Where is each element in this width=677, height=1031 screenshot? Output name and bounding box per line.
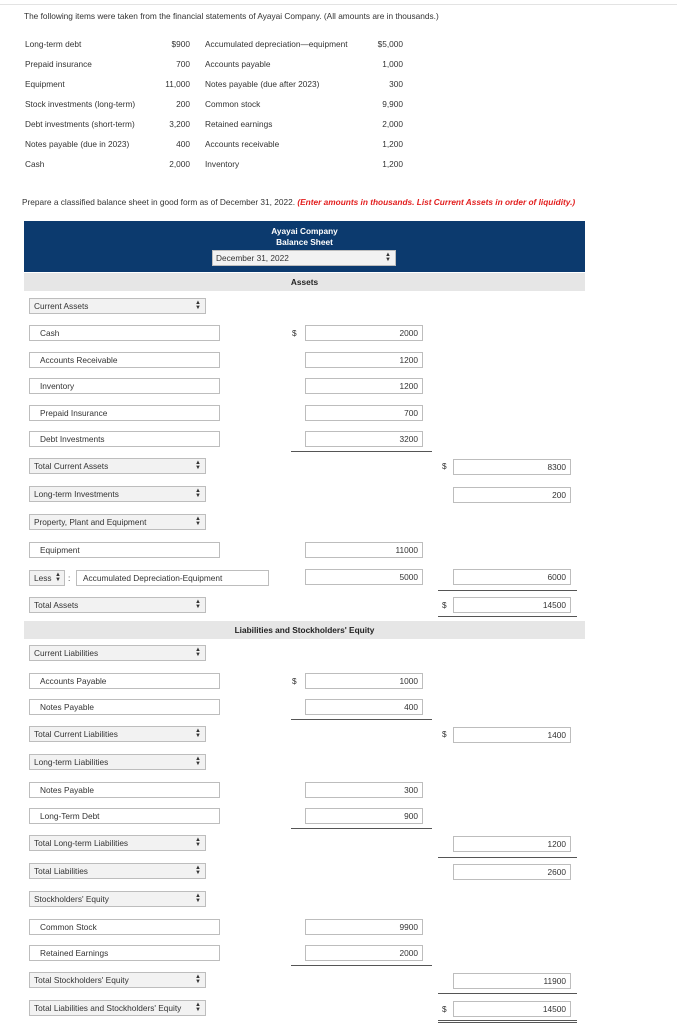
given-label: Common stock [205, 99, 261, 109]
dollar-sign: $ [292, 328, 297, 338]
accum-dep-amount-input[interactable]: 5000 [305, 569, 423, 585]
long-term-investments-input[interactable]: 200 [453, 487, 571, 503]
balance-sheet-header [24, 221, 585, 272]
given-label: Accounts payable [205, 59, 271, 69]
assets-band: Assets [24, 273, 585, 291]
statement-title: Balance Sheet [276, 237, 333, 247]
stockholders-equity-select[interactable] [29, 891, 206, 907]
total-current-liabilities-input[interactable]: 1400 [453, 727, 571, 743]
given-value: 2,000 [382, 119, 403, 129]
double-rule [438, 1022, 577, 1023]
select-arrows-icon: ▲ ▼ [195, 460, 201, 471]
debt-investments-label-input[interactable]: Debt Investments [29, 431, 220, 447]
given-label: Accounts receivable [205, 139, 280, 149]
total-liabilities-select[interactable] [29, 863, 206, 879]
select-arrows-icon: ▲ ▼ [195, 516, 201, 527]
subtotal-rule [291, 719, 432, 720]
retained-earnings-amount-input[interactable]: 2000 [305, 945, 423, 961]
ppe-select[interactable] [29, 514, 206, 530]
prepaid-amount-input[interactable]: 700 [305, 405, 423, 421]
select-value: Less [34, 573, 52, 583]
given-value: 3,200 [169, 119, 190, 129]
given-value: 2,000 [169, 159, 190, 169]
prepaid-label-input[interactable]: Prepaid Insurance [29, 405, 220, 421]
select-arrows-icon: ▲ ▼ [195, 893, 201, 904]
intro-text: The following items were taken from the financial statements of Ayayai Company. (All amounts are in thousands.) [24, 11, 439, 21]
total-lt-liabilities-select[interactable] [29, 835, 206, 851]
select-value: Total Assets [34, 600, 79, 610]
dollar-sign: $ [442, 729, 447, 739]
given-label: Retained earnings [205, 119, 273, 129]
notes-payable-lt-amount-input[interactable]: 300 [305, 782, 423, 798]
given-value: 700 [176, 59, 190, 69]
given-label: Accumulated depreciation—equipment [205, 39, 348, 49]
select-value: Total Current Liabilities [34, 729, 118, 739]
prompt-note: (Enter amounts in thousands. List Current Assets in order of liquidity.) [297, 197, 576, 207]
total-se-input[interactable]: 11900 [453, 973, 571, 989]
select-arrows-icon: ▲ ▼ [195, 488, 201, 499]
total-liab-se-select[interactable] [29, 1000, 206, 1016]
given-label: Prepaid insurance [25, 59, 92, 69]
select-arrows-icon: ▲ ▼ [195, 1002, 201, 1013]
given-value: $900 [171, 39, 190, 49]
given-label: Notes payable (due in 2023) [25, 139, 130, 149]
company-name: Ayayai Company [271, 226, 338, 236]
date-select[interactable] [212, 250, 396, 266]
subtotal-rule [291, 828, 432, 829]
total-liabilities-input[interactable]: 2600 [453, 864, 571, 880]
long-term-debt-label-input[interactable]: Long-Term Debt [29, 808, 220, 824]
prompt-text: Prepare a classified balance sheet in good form as of December 31, 2022. [22, 197, 296, 207]
dollar-sign: $ [442, 461, 447, 471]
cash-amount-input[interactable]: 2000 [305, 325, 423, 341]
subtotal-rule [438, 857, 577, 858]
select-arrows-icon: ▲ ▼ [385, 252, 391, 263]
select-arrows-icon: ▲ ▼ [195, 974, 201, 985]
ar-label-input[interactable]: Accounts Receivable [29, 352, 220, 368]
given-label: Equipment [25, 79, 65, 89]
double-rule [438, 616, 577, 617]
select-value: Stockholders' Equity [34, 894, 109, 904]
instructions [22, 197, 575, 207]
subtotal-rule [438, 993, 577, 994]
select-arrows-icon: ▲ ▼ [195, 300, 201, 311]
equipment-label-input[interactable]: Equipment [29, 542, 220, 558]
total-current-liabilities-select[interactable] [29, 726, 206, 742]
given-value: 1,000 [382, 59, 403, 69]
common-stock-amount-input[interactable]: 9900 [305, 919, 423, 935]
given-value: 9,900 [382, 99, 403, 109]
select-value: Current Liabilities [34, 648, 99, 658]
select-value: Total Current Assets [34, 461, 109, 471]
subtotal-rule [291, 965, 432, 966]
cash-label-input[interactable]: Cash [29, 325, 220, 341]
select-arrows-icon: ▲ ▼ [195, 837, 201, 848]
select-arrows-icon: ▲ ▼ [195, 599, 201, 610]
select-value: Current Assets [34, 301, 89, 311]
select-arrows-icon: ▲ ▼ [195, 865, 201, 876]
debt-investments-amount-input[interactable]: 3200 [305, 431, 423, 447]
given-label: Stock investments (long-term) [25, 99, 136, 109]
inventory-label-input[interactable]: Inventory [29, 378, 220, 394]
total-assets-input[interactable]: 14500 [453, 597, 571, 613]
ar-amount-input[interactable]: 1200 [305, 352, 423, 368]
given-value: 400 [176, 139, 190, 149]
total-se-select[interactable] [29, 972, 206, 988]
equipment-amount-input[interactable]: 11000 [305, 542, 423, 558]
net-equipment-input[interactable]: 6000 [453, 569, 571, 585]
total-current-assets-select[interactable] [29, 458, 206, 474]
top-divider [0, 4, 677, 5]
long-term-investments-select[interactable] [29, 486, 206, 502]
given-value: 300 [389, 79, 403, 89]
colon-separator: : [68, 573, 71, 583]
long-term-debt-amount-input[interactable]: 900 [305, 808, 423, 824]
total-current-assets-input[interactable]: 8300 [453, 459, 571, 475]
select-arrows-icon: ▲ ▼ [55, 572, 61, 583]
select-value: Total Liabilities and Stockholders' Equity [34, 1003, 182, 1013]
given-label: Notes payable (due after 2023) [205, 79, 320, 89]
given-value: $5,000 [377, 39, 403, 49]
current-assets-select[interactable] [29, 298, 206, 314]
double-rule [438, 1020, 577, 1021]
notes-payable-current-label-input[interactable]: Notes Payable [29, 699, 220, 715]
total-lt-liabilities-input[interactable]: 1200 [453, 836, 571, 852]
select-arrows-icon: ▲ ▼ [195, 647, 201, 658]
total-assets-select[interactable] [29, 597, 206, 613]
liabilities-band: Liabilities and Stockholders' Equity [24, 621, 585, 639]
given-value: 1,200 [382, 159, 403, 169]
less-select[interactable] [29, 570, 65, 586]
dollar-sign: $ [292, 676, 297, 686]
subtotal-rule [438, 590, 577, 591]
date-select-value: December 31, 2022 [216, 253, 289, 263]
ap-label-input[interactable]: Accounts Payable [29, 673, 220, 689]
total-liab-se-input[interactable]: 14500 [453, 1001, 571, 1017]
given-label: Cash [25, 159, 45, 169]
notes-payable-current-amount-input[interactable]: 400 [305, 699, 423, 715]
select-value: Total Liabilities [34, 866, 88, 876]
given-label: Inventory [205, 159, 240, 169]
common-stock-label-input[interactable]: Common Stock [29, 919, 220, 935]
inventory-amount-input[interactable]: 1200 [305, 378, 423, 394]
ap-amount-input[interactable]: 1000 [305, 673, 423, 689]
given-label: Long-term debt [25, 39, 82, 49]
select-arrows-icon: ▲ ▼ [195, 756, 201, 767]
select-value: Long-term Investments [34, 489, 119, 499]
dollar-sign: $ [442, 1004, 447, 1014]
given-value: 1,200 [382, 139, 403, 149]
select-value: Long-term Liabilities [34, 757, 109, 767]
select-value: Total Stockholders' Equity [34, 975, 129, 985]
current-liabilities-select[interactable] [29, 645, 206, 661]
dollar-sign: $ [442, 600, 447, 610]
select-arrows-icon: ▲ ▼ [195, 728, 201, 739]
subtotal-rule [291, 451, 432, 452]
notes-payable-lt-label-input[interactable]: Notes Payable [29, 782, 220, 798]
select-value: Total Long-term Liabilities [34, 838, 129, 848]
retained-earnings-label-input[interactable]: Retained Earnings [29, 945, 220, 961]
select-value: Property, Plant and Equipment [34, 517, 147, 527]
given-value: 200 [176, 99, 190, 109]
accum-dep-label-input[interactable]: Accumulated Depreciation-Equipment [76, 570, 269, 586]
given-value: 11,000 [165, 79, 190, 89]
long-term-liabilities-select[interactable] [29, 754, 206, 770]
given-label: Debt investments (short-term) [25, 119, 135, 129]
